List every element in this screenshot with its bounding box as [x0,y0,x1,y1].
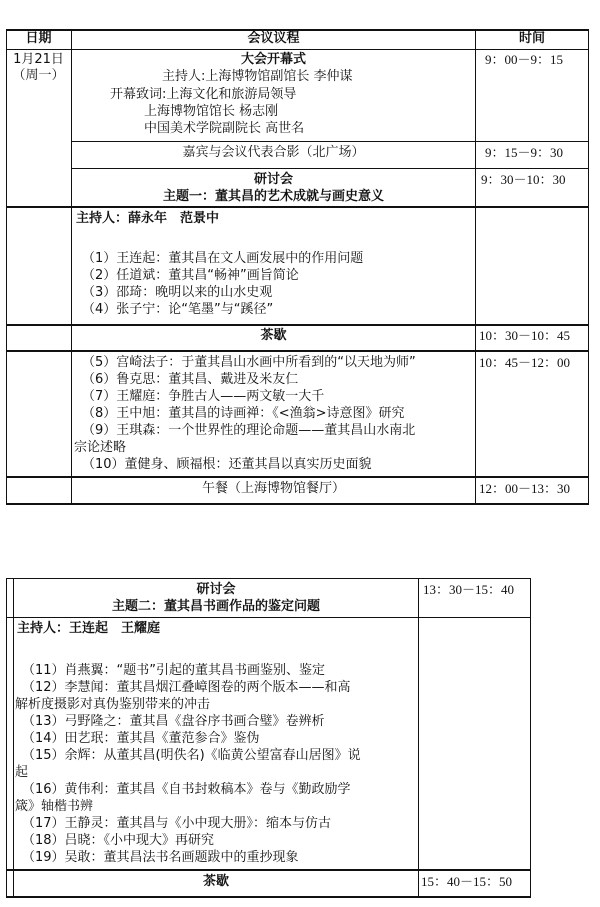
list-item: 宗论述略 [74,440,127,455]
tea-break-time: 10：30－10：45 [479,328,571,343]
tea-break-2: 茶歇 [202,874,229,889]
list-item: （10）董健身、顾福根：还董其昌以真实历史面貌 [82,457,372,472]
list-item: （1）王连起：董其昌在文人画发展中的作用问题 [82,251,364,266]
list-item: 解析度摄影对真伪鉴别带来的冲击 [15,697,211,712]
seminar2-time: 13：30－15：40 [423,582,515,597]
list-item: （14）田艺珉：董其昌《董范参合》鉴伪 [22,731,260,746]
list-item: （9）王琪森：一个世界性的理论命题——董其昌山水南北 [82,423,416,438]
opening-speaker-2: 中国美术学院副院长 高世名 [144,121,305,136]
list-item: （12）李慧闻：董其昌烟江叠嶂图卷的两个版本——和高 [22,680,351,695]
seminar2-host: 主持人：王连起 王耀庭 [17,621,161,636]
seminar1-time: 9：30－10：30 [481,172,566,187]
opening-speech: 开幕致词:上海文化和旅游局领导 [110,87,297,102]
lunch-time: 12：00－13：30 [479,481,571,496]
photo-session: 嘉宾与会议代表合影（北广场） [182,145,365,160]
seminar1-host: 主持人：薛永年 范景中 [76,211,220,226]
opening-speaker-1: 上海博物馆馆长 杨志刚 [144,104,279,119]
seminar2-subtitle: 主题二：董其昌书画作品的鉴定问题 [111,599,320,614]
list-item: （2）任道斌：董其昌“畅神”画旨简论 [82,268,299,283]
session2-time: 10：45－12：00 [479,355,571,370]
list-item: （11）肖燕翼：“题书”引起的董其昌书画鉴别、鉴定 [22,663,326,678]
list-item: （8）王中旭：董其昌的诗画禅：《<渔翁>诗意图》研究 [82,406,405,421]
list-item: （6）鲁克思：董其昌、戴进及米友仁 [82,372,299,387]
opening-title: 大会开幕式 [240,52,306,67]
photo-time: 9：15－9：30 [485,145,564,160]
opening-host: 主持人:上海博物馆副馆长 李仲谋 [162,69,353,84]
list-item: （7）王耀庭：争胜古人——两文敏一大千 [82,389,325,404]
header-date: 日期 [25,31,52,46]
list-item: （16）黄伟利：董其昌《自书封敕稿本》卷与《勤政励学 [22,782,351,797]
list-item: （3）邵琦：晚明以来的山水史观 [82,285,273,300]
opening-time: 9：00－9：15 [485,52,564,67]
tea-break-2-time: 15：40－15：50 [421,874,513,889]
lunch: 午餐（上海博物馆餐厅） [201,481,345,496]
date-day: 1月21日 [13,52,64,67]
seminar2-title: 研讨会 [196,582,236,597]
list-item: （13）弓野隆之：董其昌《盘谷序书画合璧》卷辨析 [22,714,325,729]
list-item: （5）宫崎法子：于董其昌山水画中所看到的“以天地为师” [82,355,416,370]
list-item: 起 [15,765,29,780]
seminar1-subtitle: 主题一：董其昌的艺术成就与画史意义 [162,189,384,204]
date-weekday: （周一） [12,68,65,83]
list-item: （15）余辉：从董其昌(明佚名)《临黄公望富春山居图》说 [22,748,361,763]
list-item: 箴》轴楷书辨 [15,799,94,814]
header-time: 时间 [518,31,545,46]
list-item: （4）张子宁：论“笔墨”与“蹊径” [82,302,274,317]
list-item: （19）吴敢：董其昌法书名画题跋中的重抄现象 [22,850,299,865]
tea-break: 茶歇 [260,328,287,343]
seminar1-title: 研讨会 [253,172,293,187]
list-item: （17）王静灵：董其昌与《小中现大册》：缩本与仿古 [22,816,332,831]
header-agenda: 会议议程 [247,31,300,46]
list-item: （18）吕晓：《小中现大》再研究 [22,833,215,848]
